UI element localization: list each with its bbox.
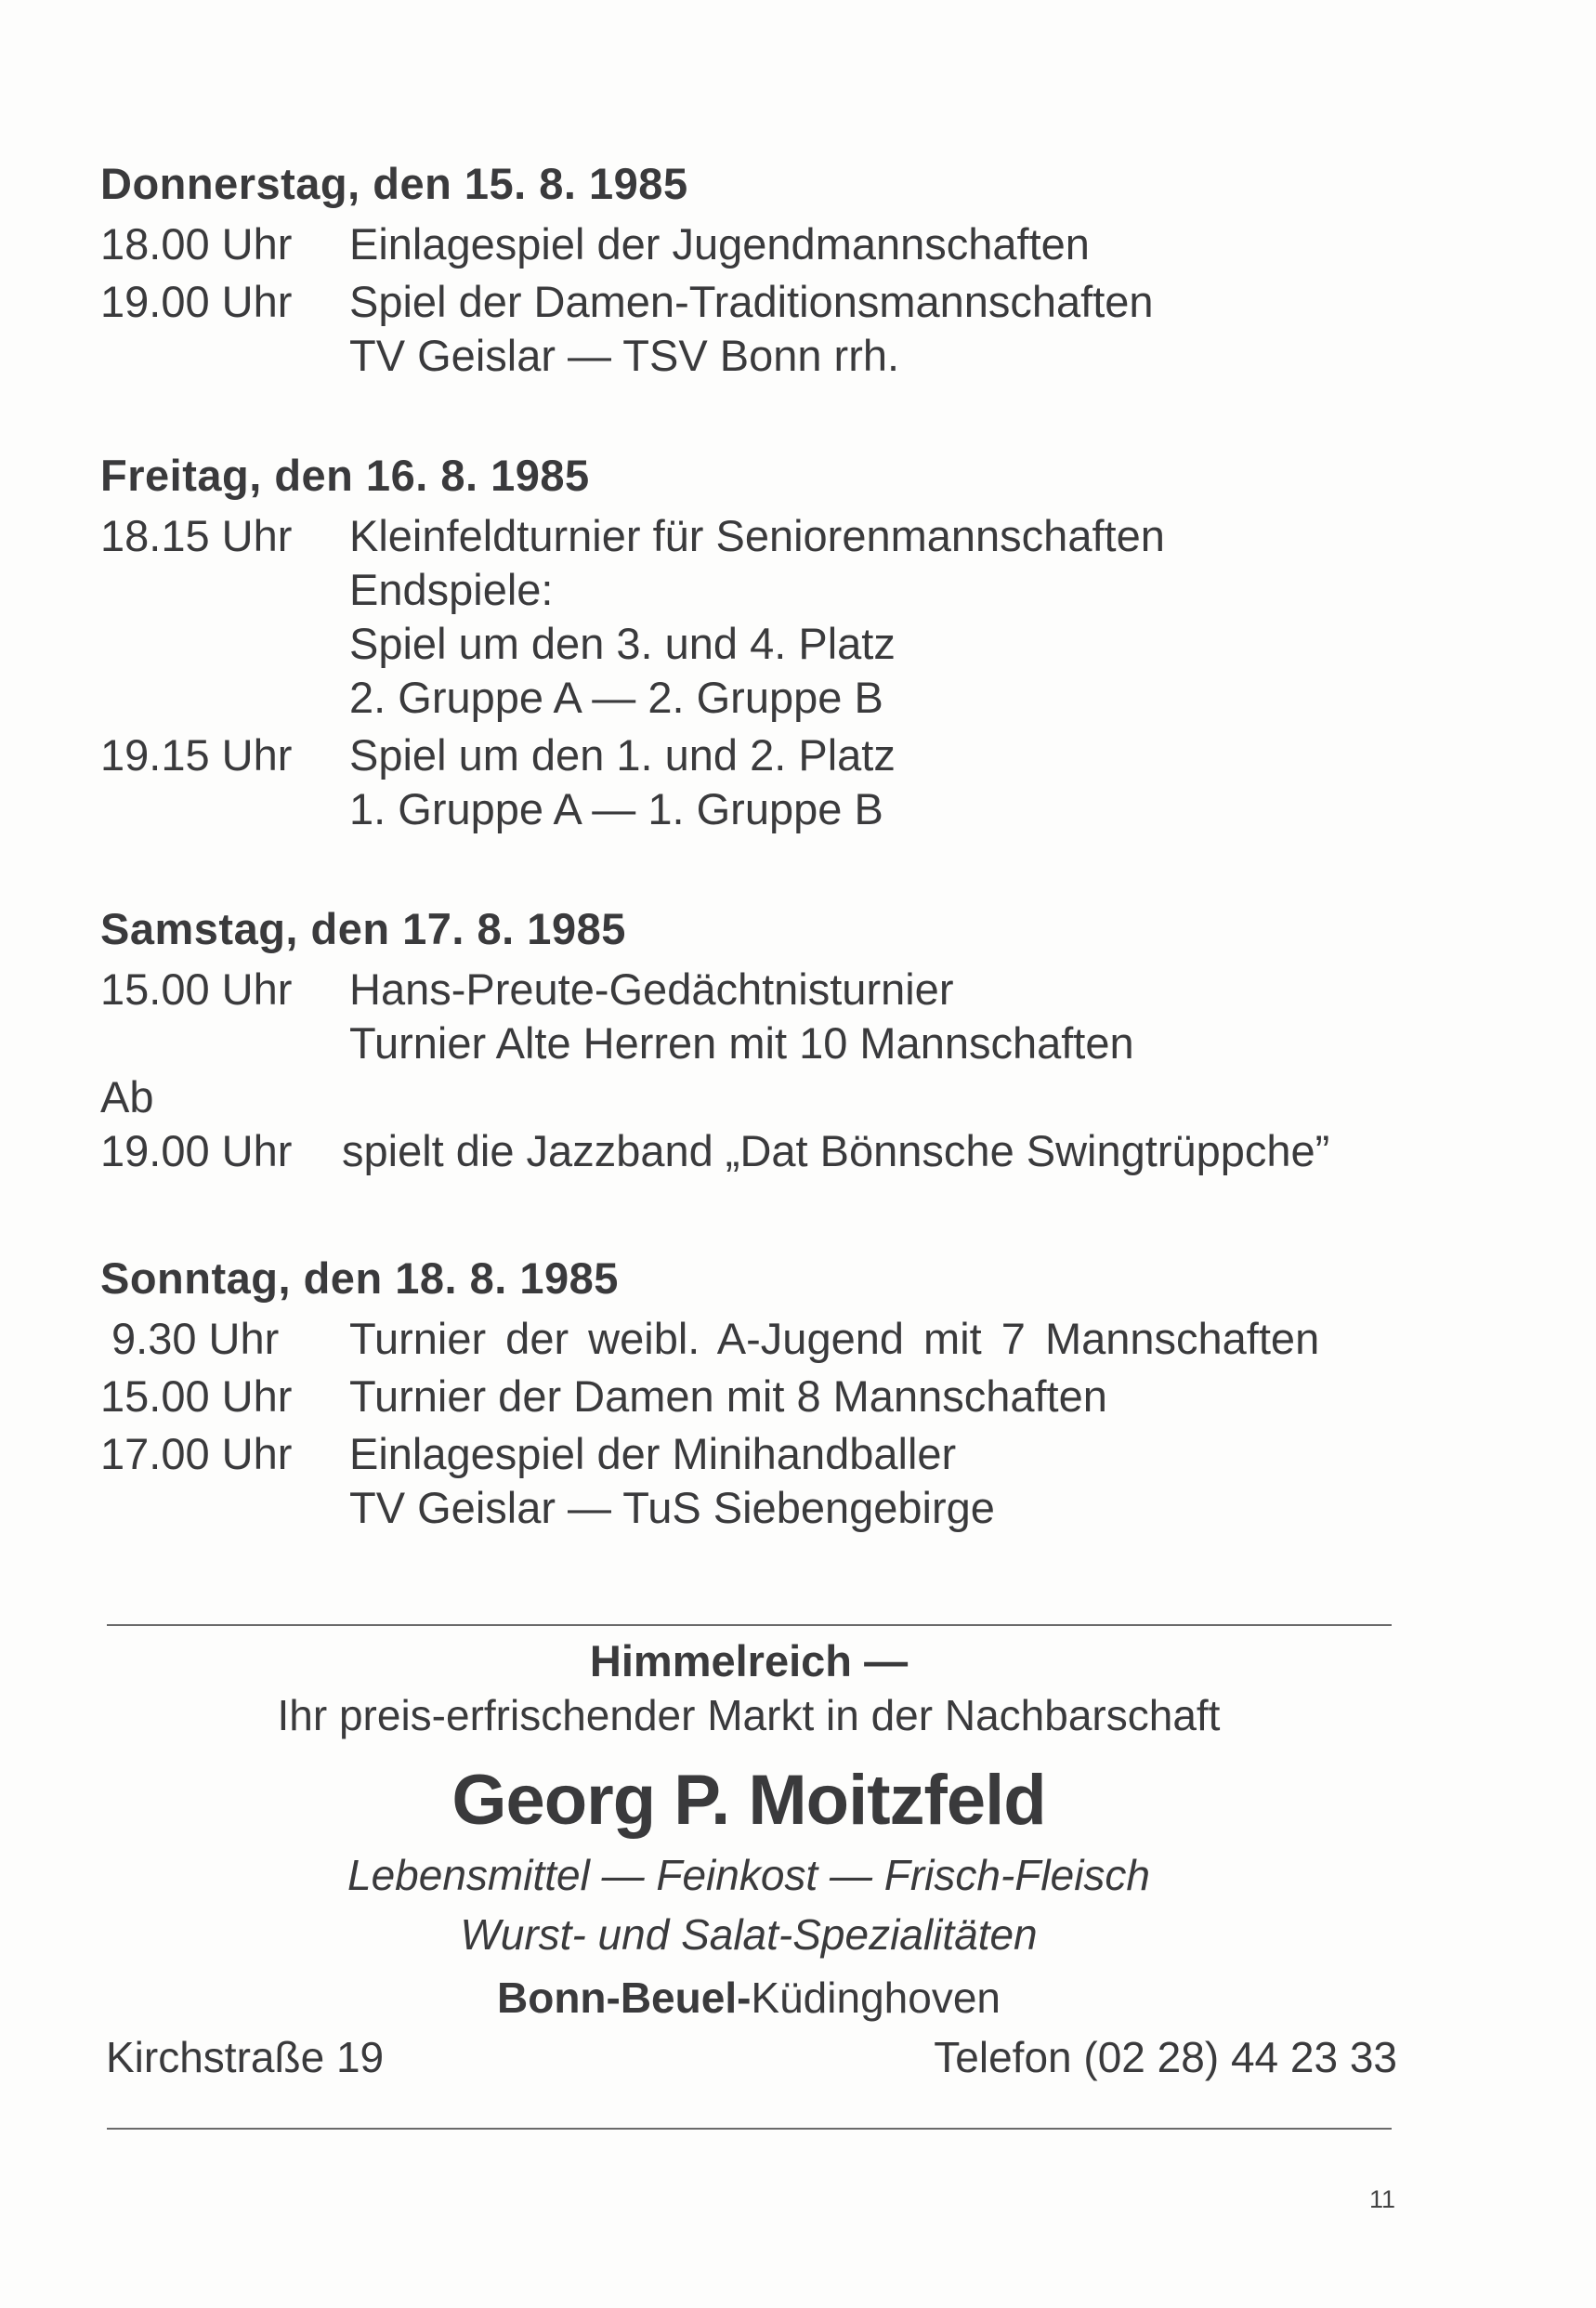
time-label: 15.00 Uhr [100, 1371, 293, 1421]
schedule-row [100, 1370, 1447, 1423]
schedule-row [100, 217, 1447, 271]
event-description: Turnier der weibl. A-Jugend mit 7 Mannschaften [349, 1314, 1320, 1363]
ad-location-rest: Küdinghoven [751, 1974, 1001, 2022]
event-description: TV Geislar — TSV Bonn rrh. [349, 331, 900, 380]
ad-products-line-2: Wurst- und Salat-Spezialitäten [460, 1910, 1038, 1959]
event-description: Spiel der Damen-Traditionsmannschaften [349, 277, 1154, 326]
time-label: 18.00 Uhr [100, 219, 293, 269]
day-section-sunday [100, 1252, 1447, 1535]
ad-location-bold: Bonn-Beuel- [497, 1974, 752, 2022]
schedule-row [100, 1070, 1447, 1124]
ad-location [100, 1968, 1397, 2027]
day-section-saturday [100, 903, 1447, 1178]
ad-street: Kirchstraße 19 [106, 2033, 385, 2081]
advertisement [100, 1635, 1397, 2087]
time-label: Ab [100, 1072, 154, 1121]
ad-headline: Himmelreich — [589, 1636, 909, 1685]
time-label: 9.30 Uhr [111, 1314, 280, 1363]
ad-products-line-1: Lebensmittel — Feinkost — Frisch-Fleisch [347, 1851, 1151, 1899]
ad-phone: Telefon (02 28) 44 23 33 [934, 2033, 1397, 2081]
day-title: Donnerstag, den 15. 8. 1985 [100, 159, 688, 208]
event-description: Einlagespiel der Jugendmannschaften [349, 219, 1090, 269]
event-description: 1. Gruppe A — 1. Gruppe B [349, 784, 883, 833]
ad-top-rule [107, 1624, 1392, 1626]
ad-bottom-rule [107, 2128, 1392, 2130]
event-description: spielt die Jazzband „Dat Bönnsche Swingtrüppche” [342, 1126, 1330, 1175]
ad-tagline: Ihr preis-erfrischender Markt in der Nachbarschaft [277, 1691, 1221, 1739]
ad-brand-name: Georg P. Moitzfeld [451, 1761, 1046, 1840]
time-label: 15.00 Uhr [100, 964, 293, 1014]
event-description: Endspiele: [349, 565, 554, 614]
schedule-row [100, 1124, 1447, 1178]
time-label: 19.15 Uhr [100, 730, 293, 780]
time-label: 19.00 Uhr [100, 1126, 293, 1175]
day-title: Freitag, den 16. 8. 1985 [100, 451, 590, 500]
time-label: 18.15 Uhr [100, 511, 293, 560]
time-label: 17.00 Uhr [100, 1429, 293, 1478]
time-label: 19.00 Uhr [100, 277, 293, 326]
event-description: Turnier Alte Herren mit 10 Mannschaften [349, 1018, 1134, 1068]
day-section-thursday [100, 158, 1447, 383]
event-description: Turnier der Damen mit 8 Mannschaften [349, 1371, 1107, 1421]
event-description: Spiel um den 3. und 4. Platz [349, 619, 896, 668]
schedule-row [100, 728, 1447, 836]
event-description: Einlagespiel der Minihandballer [349, 1429, 957, 1478]
event-description: Kleinfeldturnier für Seniorenmannschaften [349, 511, 1165, 560]
day-title: Sonntag, den 18. 8. 1985 [100, 1253, 619, 1303]
page-number: 11 [1368, 2185, 1395, 2213]
schedule-row [100, 1312, 1447, 1366]
ad-contact-row [100, 2027, 1397, 2087]
schedule-row [100, 509, 1447, 725]
day-section-friday [100, 450, 1447, 836]
day-title: Samstag, den 17. 8. 1985 [100, 904, 626, 953]
schedule-row [100, 275, 1447, 383]
event-description: TV Geislar — TuS Siebengebirge [349, 1483, 995, 1532]
schedule-row [100, 963, 1447, 1070]
event-description: Hans-Preute-Gedächtnisturnier [349, 964, 954, 1014]
event-description: Spiel um den 1. und 2. Platz [349, 730, 896, 780]
event-description: 2. Gruppe A — 2. Gruppe B [349, 673, 883, 722]
schedule-row [100, 1427, 1447, 1535]
